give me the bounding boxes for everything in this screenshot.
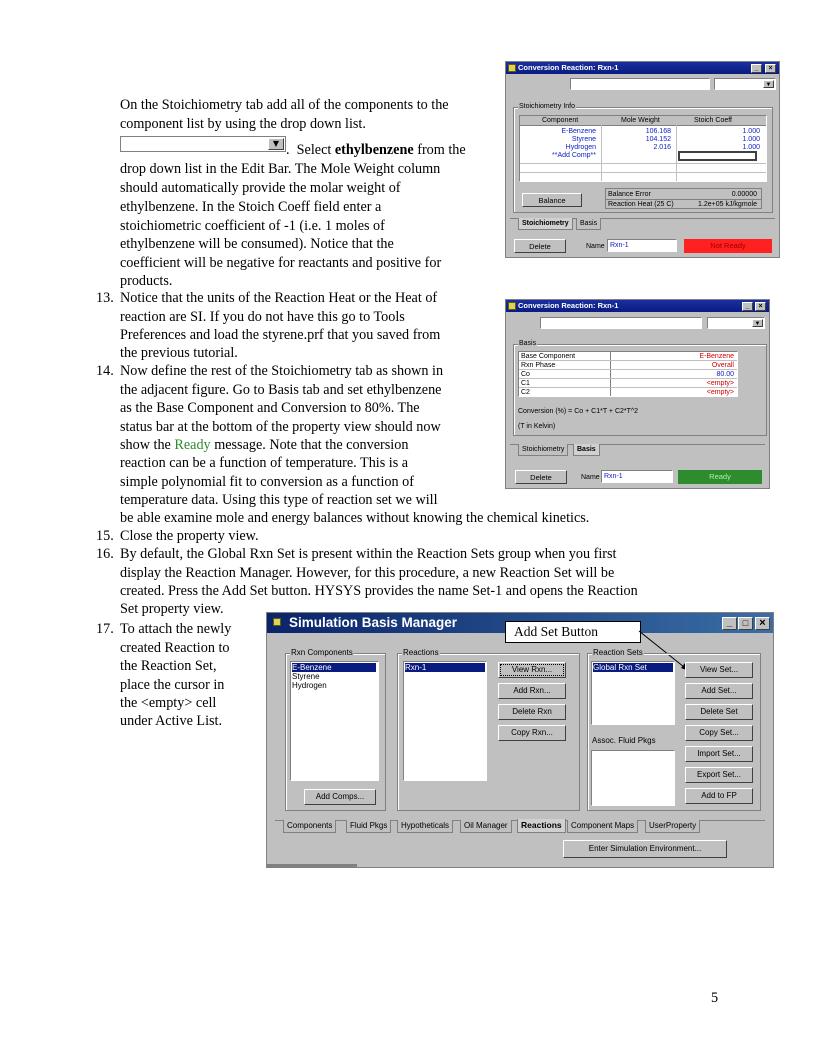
property-value[interactable]: 80.00 (716, 371, 734, 378)
para-line: the <empty> cell (120, 695, 217, 711)
minimize-icon[interactable]: _ (722, 617, 737, 630)
property-value[interactable]: Overall (711, 362, 734, 369)
name-input[interactable]: Rxn-1 (607, 239, 677, 252)
page-number: 5 (711, 990, 719, 1006)
group-label: Stoichiometry Info (519, 103, 576, 110)
property-label: C2 (521, 389, 530, 396)
table-row[interactable] (520, 151, 766, 161)
add-comp-cell[interactable]: **Add Comp** (552, 152, 596, 159)
tab-stoichiometry[interactable]: Stoichiometry (518, 444, 568, 456)
tab-hypotheticals[interactable]: Hypotheticals (397, 820, 453, 833)
add-comps-button[interactable]: Add Comps... (304, 789, 376, 805)
window-titlebar (506, 62, 779, 74)
tab-components[interactable]: Components (283, 820, 336, 833)
para-line: the adjacent figure. Go to Basis tab and set ethylbenzene (120, 382, 442, 398)
conversion-reaction-window-basis (505, 299, 770, 489)
para-line: under Active List. (120, 713, 223, 729)
copy-rxn-button[interactable]: Copy Rxn... (498, 725, 566, 741)
table-row[interactable] (519, 388, 737, 397)
reactions-list[interactable] (403, 661, 487, 781)
edit-bar[interactable] (540, 317, 702, 329)
para-line: display the Reaction Manager. However, for this procedure, a new Reaction Set will be (120, 565, 615, 581)
para-line: Preferences and load the styrene.prf that you saved from (120, 327, 441, 343)
copy-set-button[interactable]: Copy Set... (685, 725, 753, 741)
para-line: simple polynomial fit to conversion as a function of (120, 474, 414, 490)
basis-table (518, 351, 738, 397)
mole-weight-cell: 2.016 (653, 144, 671, 151)
list-item[interactable]: Global Rxn Set (593, 663, 673, 672)
reaction-heat-value: 1.2e+05 kJ/kgmole (698, 201, 757, 208)
tab-reactions[interactable]: Reactions (517, 819, 566, 833)
para-line: By default, the Global Rxn Set is present within the Reaction Sets group when you first (120, 546, 617, 562)
window-title: Conversion Reaction: Rxn-1 (518, 63, 619, 72)
minimize-icon[interactable]: _ (742, 302, 753, 311)
window-title: Conversion Reaction: Rxn-1 (518, 301, 619, 310)
para-line: temperature data. Using this type of reaction set we will (120, 492, 438, 508)
column-header: Mole Weight (621, 117, 660, 124)
para-line: To attach the newly (120, 621, 232, 637)
para-line: status bar at the bottom of the property view should now (120, 419, 441, 435)
window-titlebar (506, 300, 769, 312)
tab-fluid-pkgs[interactable]: Fluid Pkgs (346, 820, 391, 833)
status-bar: Not Ready (684, 239, 772, 253)
table-row[interactable] (519, 370, 737, 379)
balance-button[interactable]: Balance (522, 193, 582, 207)
reaction-heat-label: Reaction Heat (25 C) (608, 201, 674, 208)
table-row[interactable] (520, 143, 766, 151)
add-set-callout: Add Set Button (505, 621, 641, 643)
para-line: stoichiometric coefficient of -1 (i.e. 1 moles of (120, 218, 385, 234)
edit-bar[interactable] (570, 78, 710, 90)
text-span: show the (120, 437, 175, 453)
table-row[interactable] (520, 127, 766, 135)
balance-info-box (605, 188, 762, 209)
name-label: Name (581, 474, 600, 481)
para-line: should automatically provide the molar weight of (120, 180, 401, 196)
tab-basis[interactable]: Basis (576, 218, 601, 230)
view-rxn-button[interactable]: View Rxn... (498, 662, 566, 678)
para-line: the previous tutorial. (120, 345, 238, 361)
app-icon (273, 618, 281, 626)
app-icon (508, 64, 516, 72)
group-label: Basis (519, 340, 537, 347)
stoichiometry-info-group (513, 103, 773, 213)
close-icon[interactable]: × (755, 617, 770, 630)
import-set-button[interactable]: Import Set... (685, 746, 753, 762)
reaction-sets-list[interactable] (591, 661, 675, 725)
para-line: Notice that the units of the Reaction Heat or the Heat of (120, 290, 438, 306)
para-line: drop down list in the Edit Bar. The Mole Weight column (120, 161, 441, 177)
para-line: ethylbenzene will be consumed). Notice that the (120, 236, 394, 252)
ready-word: Ready (174, 437, 211, 453)
para-line: reaction can be a function of temperature. This is a (120, 455, 409, 471)
window-bottom-edge (267, 864, 357, 868)
chevron-down-icon: ▼ (763, 80, 774, 88)
app-icon (508, 302, 516, 310)
list-number: 17. (96, 621, 114, 637)
list-item[interactable]: E-Benzene (292, 663, 376, 672)
tab-userproperty[interactable]: UserProperty (645, 820, 700, 833)
text-span: from the (413, 142, 466, 158)
para-line: the Reaction Set, (120, 658, 217, 674)
stoich-table (519, 115, 767, 182)
list-number: 13. (96, 290, 114, 306)
text-span: Select (296, 142, 335, 158)
assoc-fluid-pkgs-label: Assoc. Fluid Pkgs (592, 736, 656, 745)
group-label: Reactions (403, 648, 439, 657)
table-row[interactable] (520, 135, 766, 143)
delete-button[interactable]: Delete (515, 470, 567, 484)
para-line: Set property view. (120, 601, 224, 617)
table-header (520, 116, 766, 126)
row-divider (520, 172, 766, 173)
bold-term: ethylbenzene (334, 142, 414, 158)
para-line: place the cursor in (120, 677, 225, 693)
property-label: C1 (521, 380, 530, 387)
name-label: Name (586, 243, 605, 250)
row-divider (520, 163, 766, 164)
para-line: created. Press the Add Set button. HYSYS provides the name Set-1 and opens the Reaction (120, 583, 638, 599)
property-value[interactable]: <empty> (706, 380, 734, 387)
para-line: Now define the rest of the Stoichiometry tab as shown in (120, 363, 444, 379)
reaction-sets-group (587, 648, 761, 811)
active-cell[interactable] (678, 151, 757, 161)
para-line: reaction are SI. If you do not have this go to Tools (120, 309, 405, 325)
simulation-basis-manager-window (266, 612, 774, 868)
window-title: Simulation Basis Manager (289, 615, 458, 630)
para-line: be able examine mole and energy balances without knowing the chemical kinetics. (120, 510, 590, 526)
delete-button[interactable]: Delete (514, 239, 566, 253)
assoc-fluid-pkgs-list[interactable] (591, 750, 675, 806)
delete-rxn-button[interactable]: Delete Rxn (498, 704, 566, 720)
property-label: Rxn Phase (521, 362, 556, 369)
minimize-icon[interactable]: _ (751, 64, 762, 73)
add-rxn-button[interactable]: Add Rxn... (498, 683, 566, 699)
inline-dropdown[interactable] (120, 136, 286, 152)
column-header: Stoich Coeff (694, 117, 733, 124)
balance-error-value: 0.00000 (731, 191, 757, 198)
para-line: created Reaction to (120, 640, 230, 656)
component-cell: E-Benzene (561, 128, 596, 135)
column-header: Component (542, 117, 579, 124)
para-line: ethylbenzene. In the Stoich Coeff field enter a (120, 199, 382, 215)
edit-bar-dropdown[interactable] (714, 78, 776, 90)
property-value[interactable]: E-Benzene (699, 353, 734, 360)
tab-basis[interactable]: Basis (573, 444, 600, 456)
para-line (120, 437, 408, 454)
chevron-down-icon: ▼ (268, 138, 284, 150)
add-to-fp-button[interactable]: Add to FP (685, 788, 753, 804)
table-row[interactable] (519, 352, 737, 361)
rxn-components-list[interactable] (290, 661, 379, 781)
close-icon[interactable]: × (765, 64, 776, 73)
stoich-coeff-cell[interactable]: 1.000 (742, 136, 760, 143)
list-number: 16. (96, 546, 114, 562)
list-item[interactable]: Styrene (292, 672, 320, 681)
basis-group (513, 340, 767, 436)
property-value[interactable]: <empty> (706, 389, 734, 396)
para-line: as the Base Component and Conversion to 80%. The (120, 400, 420, 416)
group-label: Rxn Components (291, 648, 353, 657)
export-set-button[interactable]: Export Set... (685, 767, 753, 783)
tab-stoichiometry[interactable]: Stoichiometry (518, 218, 573, 230)
mole-weight-cell: 106.168 (645, 128, 671, 135)
edit-bar-dropdown[interactable] (707, 317, 765, 329)
delete-set-button[interactable]: Delete Set (685, 704, 753, 720)
list-item[interactable]: Hydrogen (292, 681, 327, 690)
table-row[interactable] (519, 379, 737, 388)
para-line: component list by using the drop down list. (120, 116, 366, 132)
temperature-note: (T in Kelvin) (518, 423, 556, 430)
close-icon[interactable]: × (755, 302, 766, 311)
balance-error-label: Balance Error (608, 191, 651, 198)
add-set-button[interactable]: Add Set... (685, 683, 753, 699)
enter-simulation-environment-button[interactable]: Enter Simulation Environment... (563, 840, 727, 858)
property-label: Base Component (521, 353, 576, 360)
para-line: Close the property view. (120, 528, 259, 544)
rxn-components-group (285, 648, 386, 811)
view-set-button[interactable]: View Set... (685, 662, 753, 678)
tab-component-maps[interactable]: Component Maps (567, 820, 638, 833)
list-number: 14. (96, 363, 114, 379)
para-line: coefficient will be negative for reactants and positive for (120, 255, 442, 271)
text-span: message. Note that the conversion (210, 437, 409, 453)
chevron-down-icon: ▼ (752, 319, 763, 327)
tab-oil-manager[interactable]: Oil Manager (460, 820, 512, 833)
component-cell: Hydrogen (565, 144, 596, 151)
list-number: 15. (96, 528, 114, 544)
status-bar: Ready (678, 470, 762, 484)
para-line: On the Stoichiometry tab add all of the components to the (120, 97, 449, 113)
property-label: Co (521, 371, 530, 378)
mole-weight-cell: 104.152 (645, 136, 671, 143)
name-input[interactable]: Rxn-1 (601, 470, 673, 483)
list-item[interactable]: Rxn-1 (405, 663, 485, 672)
para-line: . Select ethylbenzene from the (286, 142, 466, 158)
group-label: Reaction Sets (593, 648, 643, 657)
maximize-icon[interactable]: □ (738, 617, 753, 630)
conversion-formula: Conversion (%) = Co + C1*T + C2*T^2 (518, 408, 639, 415)
reactions-group (397, 648, 580, 811)
stoich-coeff-cell[interactable]: 1.000 (742, 128, 760, 135)
component-cell: Styrene (571, 136, 596, 143)
conversion-reaction-window-stoich (505, 61, 780, 258)
para-line: products. (120, 273, 173, 289)
table-row[interactable] (519, 361, 737, 370)
stoich-coeff-cell[interactable]: 1.000 (742, 144, 760, 151)
